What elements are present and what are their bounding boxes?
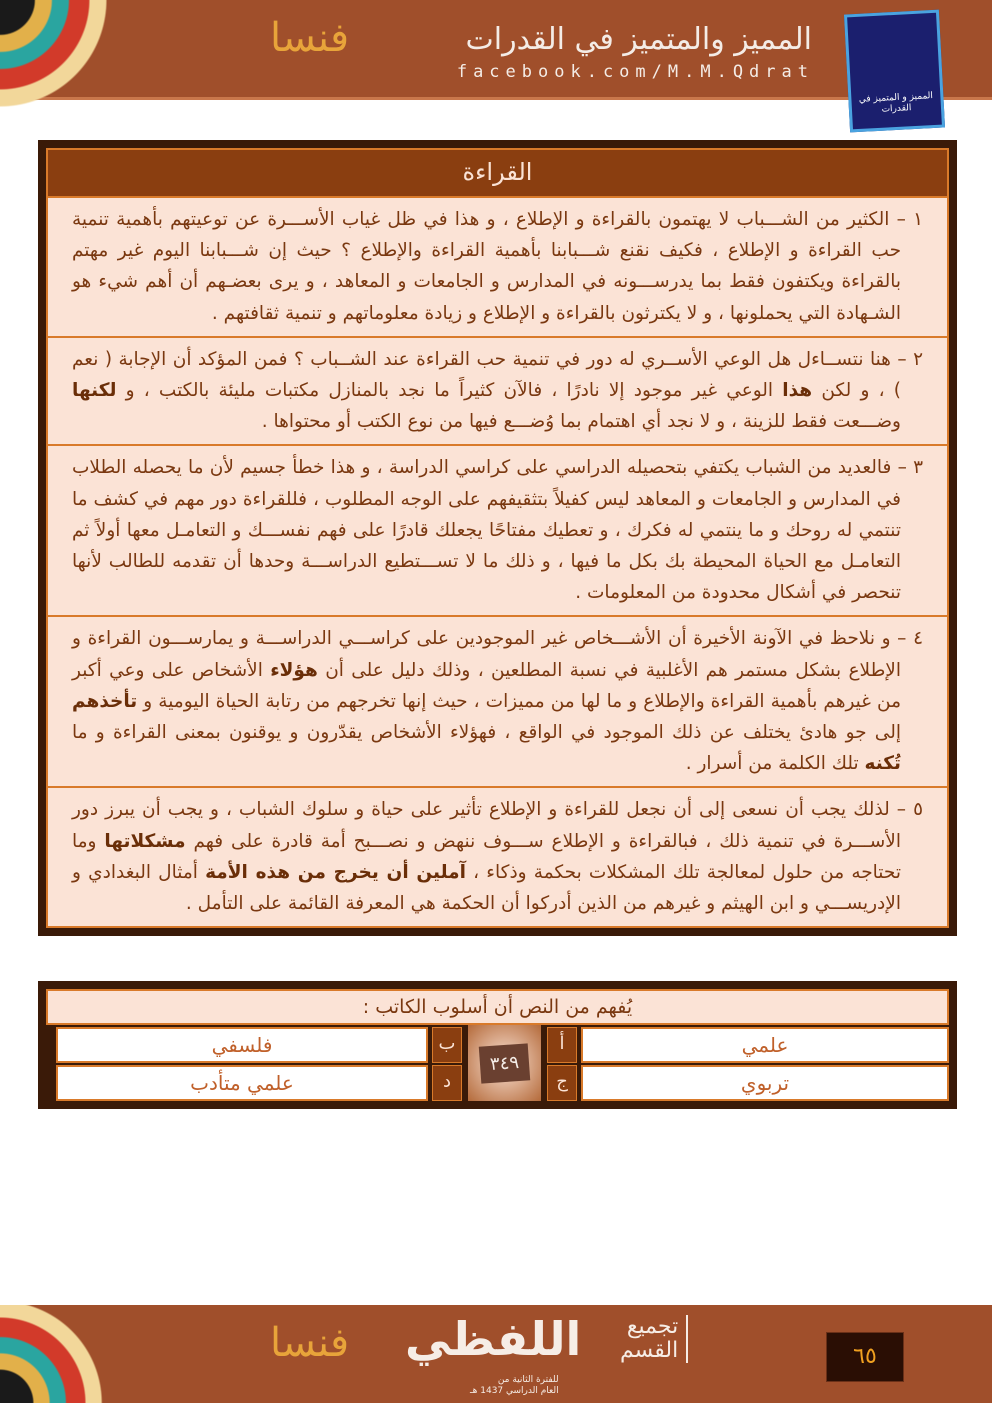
paragraph-1: [46, 198, 949, 338]
paragraph-text: أمثال البغدادي و الإدريســـي و ابن الهيثم و غيرهم من الذين أدركوا أن الحكمة هي المعرفة القائمة على التأمل .: [72, 861, 901, 915]
page-header: [0, 0, 992, 115]
paragraph-text: ٤ – و نلاحظ في الآونة الأخيرة أن الأشـــخاص غير الموجودين على كراســـي الدراســـة و يمارســـون القراءة و الإطلاع بشكل مستمر هم الأغلبية في نسبة المطلعين ، وذلك دليل على أن: [72, 628, 923, 681]
paragraph-3: [46, 446, 949, 617]
option-a-letter[interactable]: أ: [547, 1027, 577, 1063]
paragraph-text: ٣ – فالعديد من الشباب يكتفي بتحصيله الدراسي على كراسي الدراسة ، و هذا خطأ جسيم لأن ما يحصله الطلاب في المدارس و الجامعات و المعاهد ليس كفيلاً بتثقيفهم على الوجه المطلوب ، فللقراءة دور مهم في كشف ما تنتمي له روحك و ما ينتمي له فكرك ، و تعطيك مفتاحًا يجعلك قادرًا على فهم نفســـك و التعامـل معها أولاً ثم التعامـل مع الحياة المحيطة بك بكل ما فيها ، و ذلك ما لا تســـتطيع الدراســـة وحدها أن تقدمه للطالب لأنها تنحصر في أشكال محدودة من المعلومات .: [72, 457, 923, 604]
paragraph-text: ١ – الكثير من الشـــباب لا يهتمون بالقراءة و الإطلاع ، و هذا في ظل غياب الأســـرة عن توعيتهم بأهمية تنمية حب القراءة و الإطلاع ، فكيف نقنع شـــبابنا بأهمية القراءة والإطلاع ؟ حيث إن شـــبابنا اليوم غير مهتم بالقراءة ويكتفون فقط بما يدرســـونه في المدارس و الجامعات و المعاهد ، و يرى بعضـهم أن أهم شيء هو الشـهادة التي يحملونها ، و لا يكترثون بالقراءة و الإطلاع و زيادة معلوماتهم و تنمية ثقافتهم .: [72, 209, 923, 324]
bold-text: لكنها: [72, 380, 117, 402]
lafzi-logo: اللفظي: [405, 1312, 582, 1366]
bold-text: تأخذهم: [72, 690, 138, 712]
site-title: المميز والمتميز في القدرات: [465, 22, 812, 57]
paragraph-5: [46, 788, 949, 928]
option-d-letter[interactable]: د: [432, 1065, 462, 1101]
logo-text: المميز و المتميز في القدرات: [858, 91, 934, 115]
paragraph-text: الأشخاص على وعي أكبر من غيرهم بأهمية القراءة والإطلاع و ما لها من مميزات ، حيث إنها تخرجهم من رتابة الحياة اليومية و: [72, 659, 901, 712]
question-prompt: يُفهم من النص أن أسلوب الكاتب :: [46, 989, 949, 1025]
footer-subtitle: [470, 1375, 559, 1397]
reading-passage: [38, 140, 957, 936]
page-footer: [0, 1305, 992, 1403]
passage-title: القراءة: [46, 148, 949, 198]
paragraph-text: إلى جو هادئ يختلف عن ذلك الموجود في الواقع ، فهؤلاء الأشخاص يقدّرون و يوقنون بمعنى القراءة و ما: [72, 722, 901, 744]
paragraph-text: وضـــعت فقط للزينة ، و لا نجد أي اهتمام بما وُضـــع فيها من نوع الكتب أو محتواها .: [261, 411, 901, 433]
subtitle-line: العام الدراسي 1437 هـ: [470, 1386, 559, 1396]
question-box: [38, 981, 957, 1109]
footer-label: [620, 1315, 688, 1363]
option-c-text[interactable]: تربوي: [581, 1065, 949, 1101]
bold-text: مشكلاتها: [104, 830, 186, 852]
option-b-letter[interactable]: ب: [432, 1027, 462, 1063]
ornament-decoration: [0, 1305, 130, 1403]
page-number: ٦٥: [826, 1332, 904, 1382]
bold-text: هذا: [782, 380, 813, 402]
paragraph-text: ٢ – هنا نتســاءل هل الوعي الأســري له دور في تنمية حب القراءة عند الشــباب ؟ فمن المؤكد أن الإجابة ( نعم ) ، و لكن: [72, 348, 923, 402]
subtitle-line: للفترة الثانية من: [497, 1375, 559, 1385]
paragraph-2: [46, 338, 949, 447]
question-number: ٣٤٩: [479, 1043, 530, 1083]
ornament-decoration: [0, 0, 130, 110]
option-a-text[interactable]: علمي: [581, 1027, 949, 1063]
paragraph-text: وما تحتاجه من حلول لمعالجة تلك المشكلات بحكمة وذكاء ،: [72, 830, 901, 883]
calligraphy-logo: فنسا: [270, 15, 350, 61]
option-c-letter[interactable]: ج: [547, 1065, 577, 1101]
footer-line: القسم: [620, 1338, 679, 1363]
site-url: facebook.com/M.M.Qdrat: [456, 62, 814, 82]
book-logo: [844, 10, 945, 133]
paragraph-text: الوعي غير موجود إلا نادرًا ، فالآن كثيراً ما نجد بالمنازل مكتبات مليئة بالكتب ، و: [116, 380, 783, 402]
option-d-text[interactable]: علمي متأدب: [56, 1065, 428, 1101]
paragraph-text: ٥ – لذلك يجب أن نسعى إلى أن نجعل للقراءة و الإطلاع تأثير على حياة و سلوك الشباب ، و يجب أن يبرز دور الأســـرة في تنمية ذلك ، فبالقراءة و الإطلاع ســـوف ننهض و نصـــبح أمة قادرة على فهم: [72, 799, 923, 852]
option-b-text[interactable]: فلسفي: [56, 1027, 428, 1063]
calligraphy-logo: فنسا: [270, 1320, 350, 1366]
question-number-badge: [468, 1025, 541, 1101]
paragraph-4: [46, 617, 949, 788]
bold-text: هؤلاء: [270, 659, 318, 681]
bold-text: آملين أن يخرج من هذه الأمة: [205, 861, 466, 883]
paragraph-text: تلك الكلمة من أسرار .: [685, 753, 865, 775]
footer-line: تجميع: [626, 1314, 679, 1339]
bold-text: تُكنه: [864, 753, 901, 775]
